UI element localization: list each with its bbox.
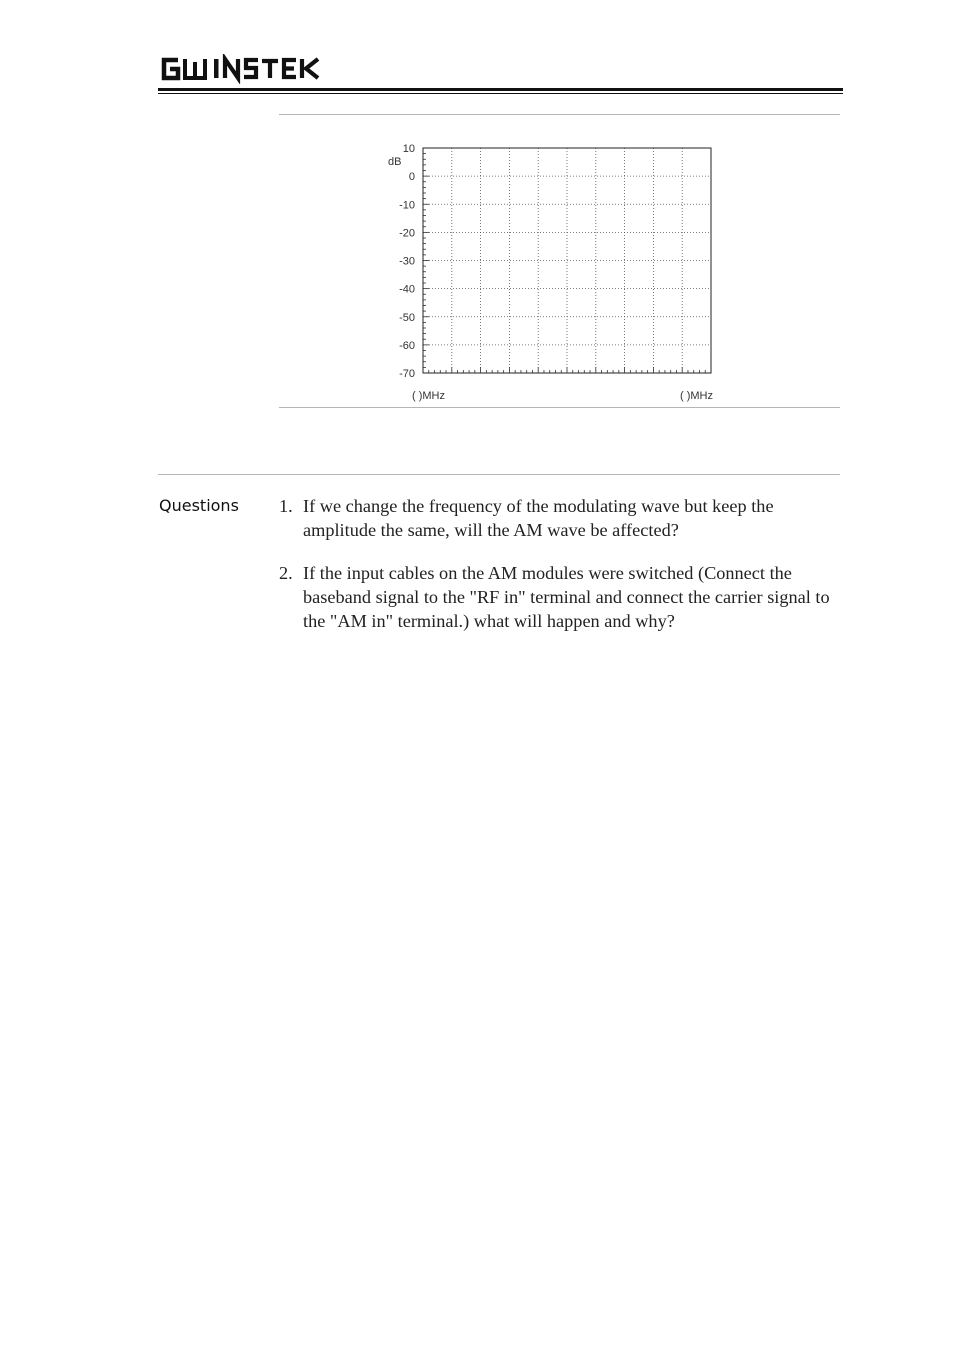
header-rule (158, 88, 843, 91)
y-tick-label: -20 (399, 227, 415, 240)
y-tick-label: -30 (399, 255, 415, 268)
y-tick-label: -10 (399, 199, 415, 212)
y-tick-label: -40 (399, 283, 415, 296)
header-rule-thin (158, 93, 843, 94)
question-item (279, 494, 839, 542)
y-tick-label: -50 (399, 311, 415, 324)
question-text: If we change the frequency of the modulating wave but keep the amplitude the same, will the AM wave be affected? (303, 496, 774, 540)
questions-label: Questions (159, 496, 239, 515)
question-item (279, 561, 839, 633)
spectrum-chart (380, 138, 750, 404)
x-tick-label-start: ( )MHz (412, 390, 445, 402)
y-tick-label: -60 (399, 339, 415, 352)
y-axis-label: dB (388, 156, 402, 168)
section-divider (158, 474, 840, 475)
figure-top-rule (279, 114, 840, 115)
question-text: If the input cables on the AM modules were switched (Connect the baseband signal to the "RF in" terminal and connect the carrier signal to the "AM in" terminal.) what will happen and why? (303, 563, 830, 631)
question-number: 2. (279, 563, 293, 583)
gw-instek-logo (158, 54, 323, 84)
y-tick-label: 0 (408, 171, 415, 184)
figure-bottom-rule (279, 407, 840, 408)
x-tick-label-end: ( )MHz (680, 390, 713, 402)
question-number: 1. (279, 496, 293, 516)
y-tick-label: -70 (399, 368, 415, 380)
chart-svg (380, 138, 750, 404)
logo-graphic (158, 54, 323, 84)
y-tick-label: 10 (402, 143, 415, 155)
questions-list (279, 494, 839, 652)
